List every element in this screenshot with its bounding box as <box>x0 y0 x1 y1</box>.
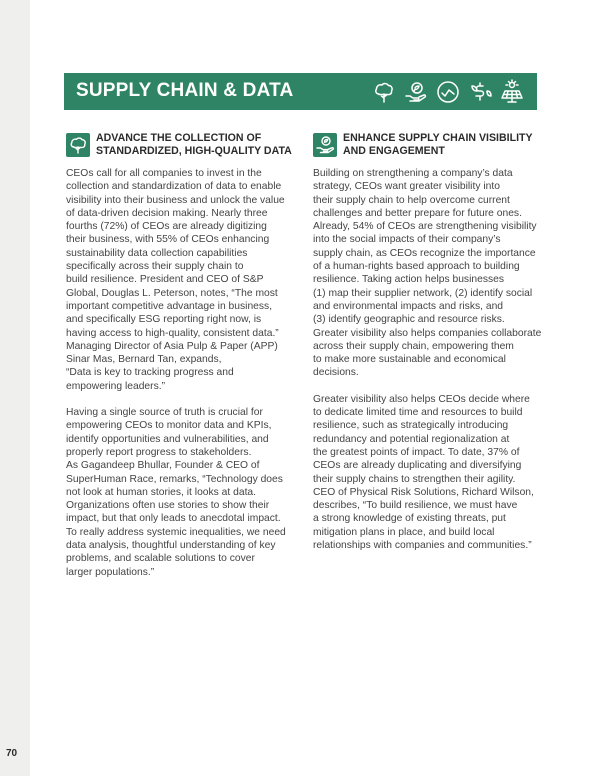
tree-icon <box>66 133 90 157</box>
left-column <box>66 167 300 579</box>
paragraph: Having a single source of truth is crucial for empowering CEOs to monitor data and KPIs, identify opportunities and vulnerabilities, and properly report progress to stakeholders. As Gagandeep Bhullar, Founder & CEO of SuperHuman Race, remarks, “Technology does not look at human stories, it looks at data. Organizations often use stories to show their impact, but that only leads to anecdotal impact. To really address systemic inequalities, we need data analysis, thoughtful understanding of key problems, and scalable solutions to cover larger populations.” <box>66 407 286 578</box>
section-heading-title: ENHANCE SUPPLY CHAIN VISIBILITY AND ENGAGEMENT <box>343 132 533 158</box>
banner-title: SUPPLY CHAIN & DATA <box>76 80 294 101</box>
hand-leaf-icon <box>403 79 429 105</box>
hand-leaf-icon <box>313 133 337 157</box>
paragraph: CEOs call for all companies to invest in the collection and standardization of data to enable visibility into their business and unlock the value of data-driven decision making. Nearly three fourths (72%) of CEOs are already digitizing their business, with 55% of CEOs enhancing sustainability data collection capabilities specifically across their supply chain to build resilience. President and CEO of S&P Global, Douglas L. Peterson, notes, “The most important competitive advantage in business, and specifically ESG reporting right now, is having access to high-quality, consistent data.” Managing Director of Asia Pulp & Paper (APP) Sinar Mas, Bernard Tan, expands, “Data is key to tracking progress and empowering leaders.” <box>66 168 285 392</box>
tree-icon <box>371 79 397 105</box>
page-number: 70 <box>6 748 18 759</box>
paragraph: Building on strengthening a company’s data strategy, CEOs want greater visibility into their supply chain to help overcome current challenges and better prepare for future ones. Already, 54% of CEOs are strengthening visibility into the social impacts of their company’s supply chain, as CEOs recognize the importance of a human-rights based approach to building resilience. Taking action helps businesses (1) map their supplier network, (2) identify social and environmental impacts and risks, and (3) identify geographic and resource risks. Greater visibility also helps companies collaborate across their supply chain, empowering them to make more sustainable and economical decisions. <box>313 168 542 379</box>
solar-panel-icon <box>499 79 525 105</box>
chart-check-icon <box>435 79 461 105</box>
section-heading-title: ADVANCE THE COLLECTION OF STANDARDIZED, HIGH-QUALITY DATA <box>96 132 292 158</box>
section-banner <box>64 73 537 110</box>
paragraph: Greater visibility also helps CEOs decide where to dedicate limited time and resources to build resilience, such as strategically introducing redundancy and potential regionalization at the greatest points of impact. To date, 37% of CEOs are already duplicating and diversifying their supply chains to strengthen their agility. CEO of Physical Risk Solutions, Richard Wilson, describes, “To build resilience, we must have a strong knowledge of existing threats, put mitigation plans in place, and build local relationships with companies and communities.” <box>313 393 534 552</box>
page-edge-strip <box>0 0 30 776</box>
banner-icon-row <box>371 78 525 106</box>
dollar-leaf-icon <box>467 79 493 105</box>
right-column <box>313 167 547 552</box>
